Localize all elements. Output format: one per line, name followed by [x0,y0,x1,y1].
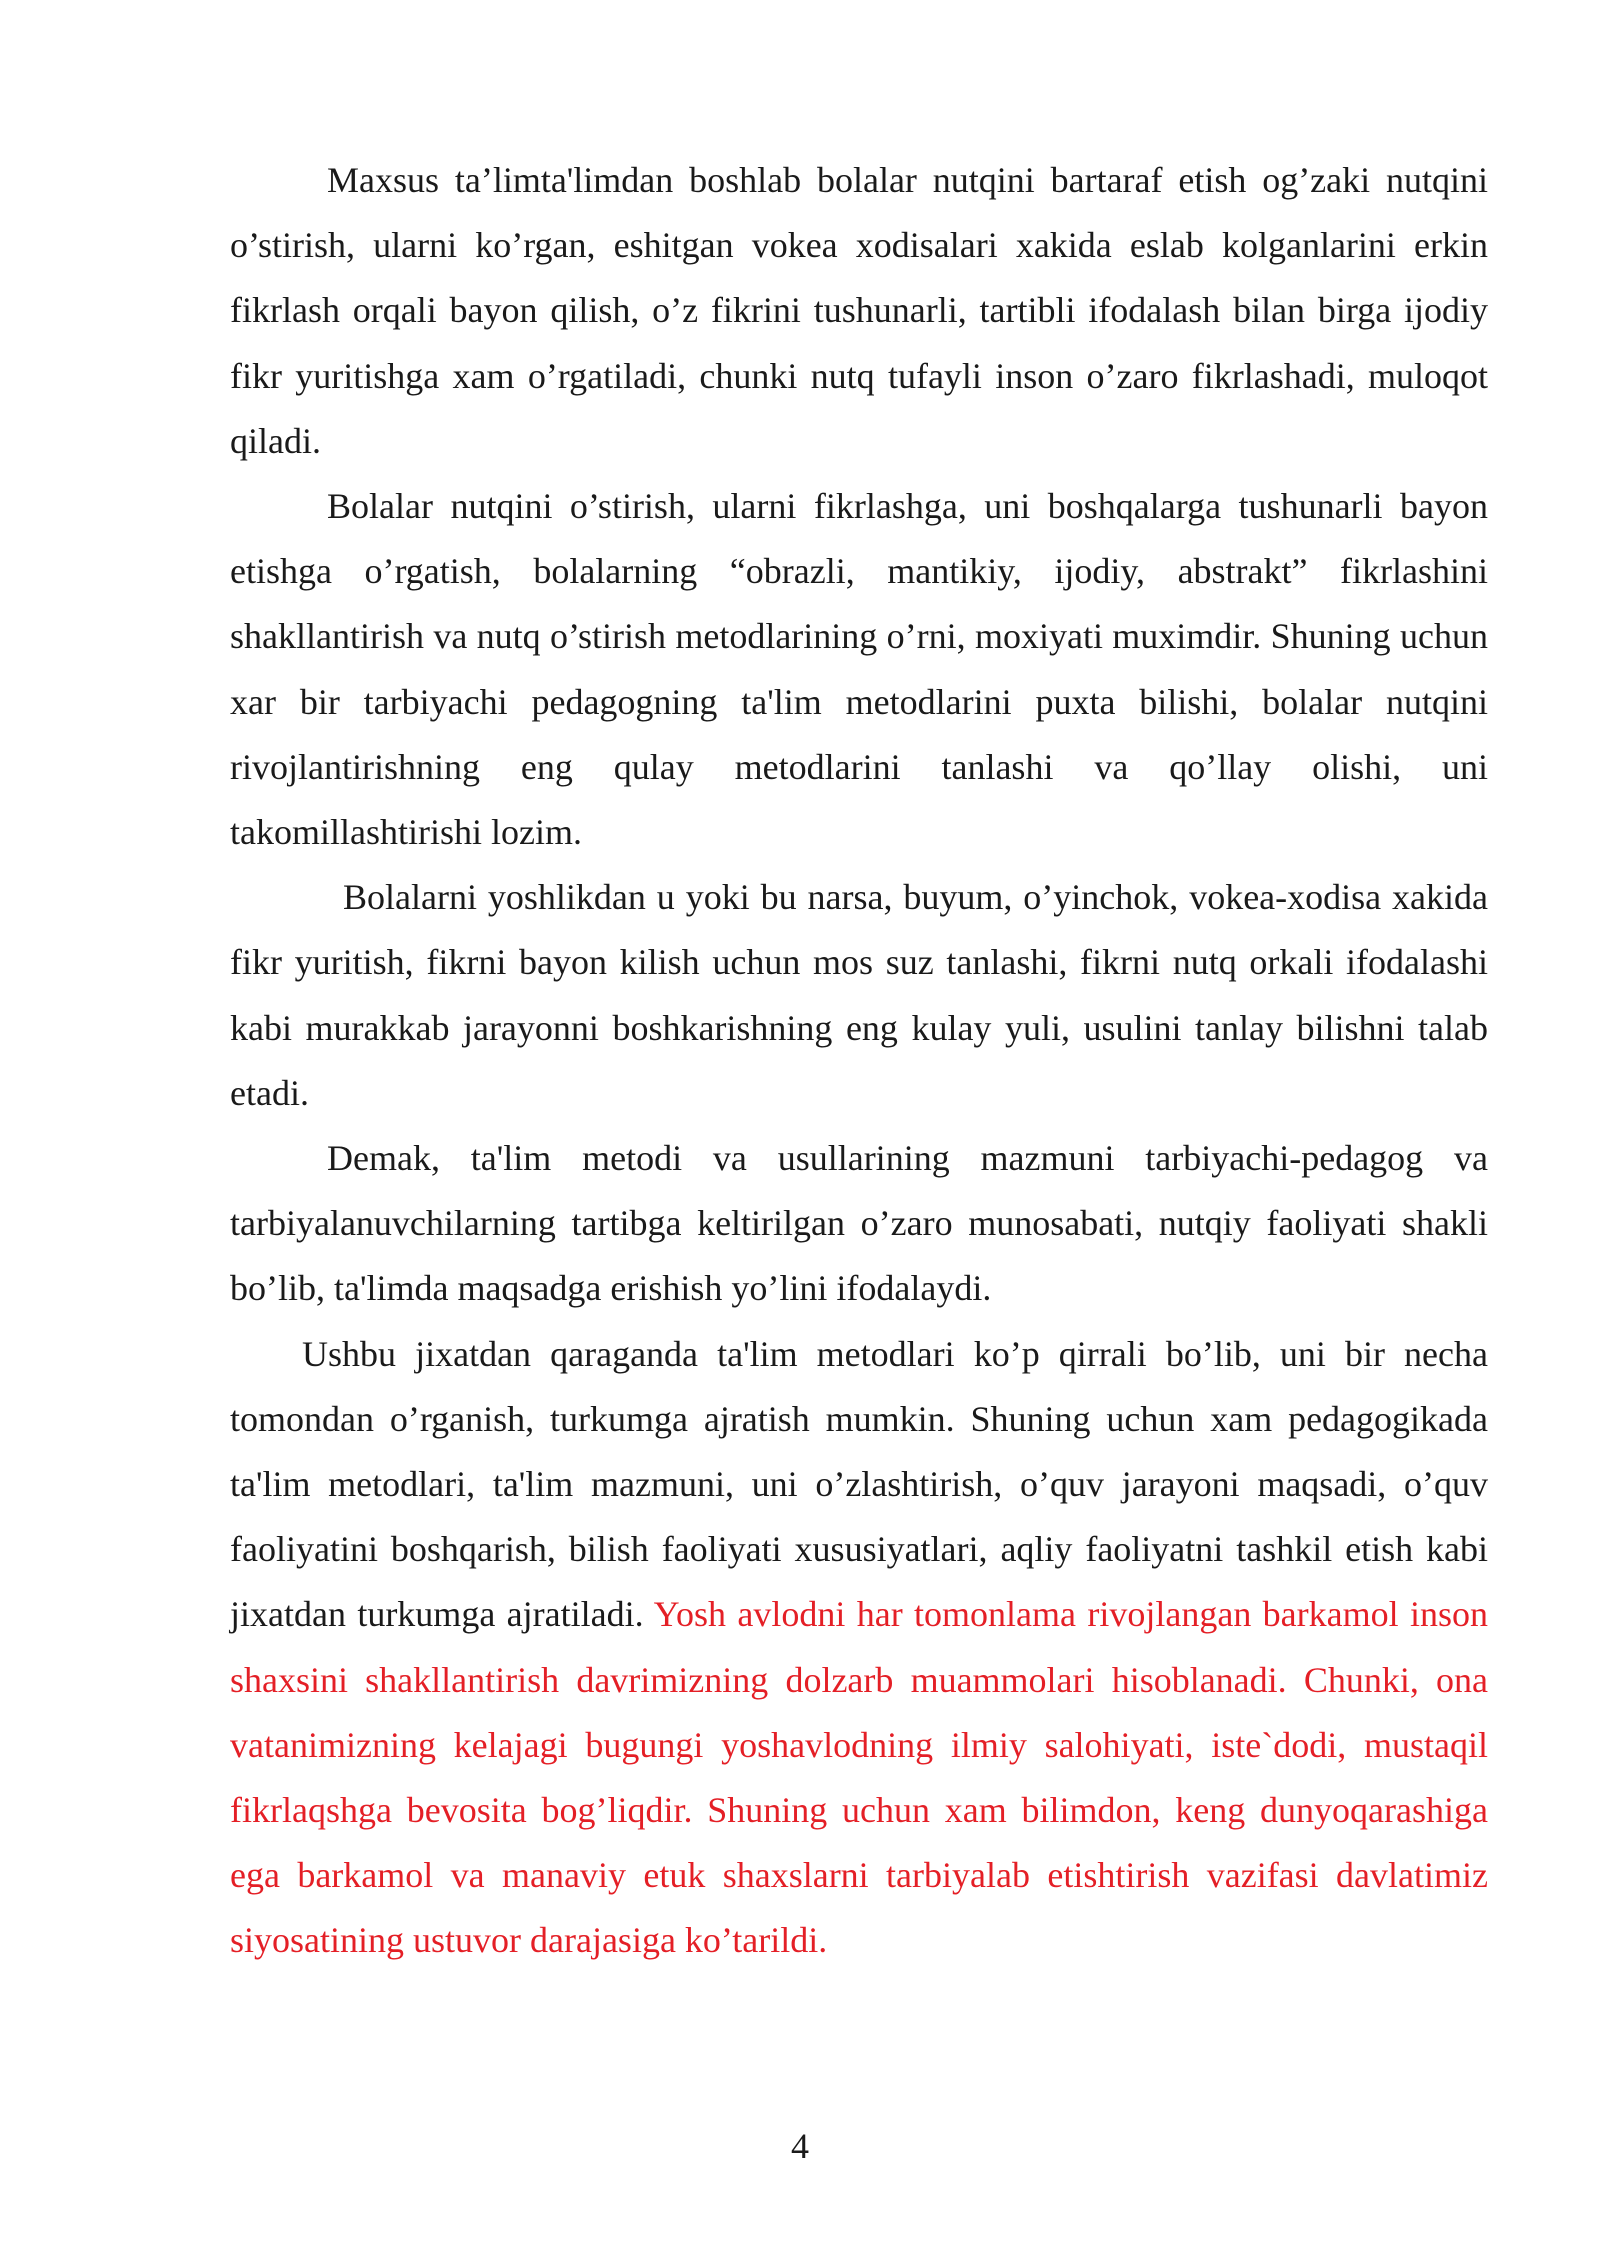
page-number: 4 [791,2126,809,2166]
paragraph-1: Maxsus ta’limta'limdan boshlab bolalar nutqini bartaraf etish og’zaki nutqini o’stirish, ularni ko’rgan, eshitgan vokea xodisalari xakida eslab kolganlarini erkin fikrlash orqali bayon qilish, o’z fikrini tushunarli, tartibli ifodalash bilan birga ijodiy fikr yuritishga xam o’rgatiladi, chunki nutq tufayli inson o’zaro fikrlashadi, muloqot qiladi. [230,160,1488,461]
paragraph-3: Bolalarni yoshlikdan u yoki bu narsa, buyum, o’yinchok, vokea-xodisa xakida fikr yuritish, fikrni bayon kilish uchun mos suz tanlashi, fikrni nutq orkali ifodalashi kabi murakkab jarayonni boshkarishning eng kulay yuli, usulini tanlay bilishni talab etadi. [230,877,1488,1113]
paragraph-5 [230,1322,1488,1974]
paragraph-4: Demak, ta'lim metodi va usullarining mazmuni tarbiyachi-pedagog va tarbiyalanuvchilarning tartibga keltirilgan o’zaro munosabati, nutqiy faoliyati shakli bo’lib, ta'limda maqsadga erishish yo’lini ifodalaydi. [230,1138,1488,1309]
paragraph-5-red-text: Yosh avlodni har tomonlama rivojlangan barkamol inson shaxsini shakllantirish davrimizning dolzarb muammolari hisoblanadi. Chunki, ona vatanimizning kelajagi bugungi yoshavlodning ilmiy salohiyati, iste`dodi, mustaqil fikrlaqshga bevosita bog’liqdir. Shuning uchun xam bilimdon, keng dunyoqarashiga ega barkamol va manaviy etuk shaxslarni tarbiyalab etishtirish vazifasi davlatimiz siyosatining ustuvor darajasiga ko’tarildi. [230,1594,1489,1961]
paragraph-5-black-text: Ushbu jixatdan qaraganda ta'lim metodlari ko’p qirrali bo’lib, uni bir necha tomondan o’rganish, turkumga ajratish mumkin. Shuning uchun xam pedagogikada ta'lim metodlari, ta'lim mazmuni, uni o’zlashtirish, o’quv jarayoni maqsadi, o’quv faoliyatini boshqarish, bilish faoliyati xususiyatlari, aqliy faoliyatni tashkil etish kabi jixatdan turkumga ajratiladi. [230,1333,1488,1635]
paragraph-2: Bolalar nutqini o’stirish, ularni fikrlashga, uni boshqalarga tushunarli bayon etishga o’rgatish, bolalarning “obrazli, mantikiy, ijodiy, abstrakt” fikrlashini shakllantirish va nutq o’stirish metodlarining o’rni, moxiyati muximdir. Shuning uchun xar bir tarbiyachi pedagogning ta'lim metodlarini puxta bilishi, bolalar nutqini rivojlantirishning eng qulay metodlarini tanlashi va qo’llay olishi, uni takomillashtirishi lozim. [230,486,1488,853]
document-body [230,148,1488,1974]
